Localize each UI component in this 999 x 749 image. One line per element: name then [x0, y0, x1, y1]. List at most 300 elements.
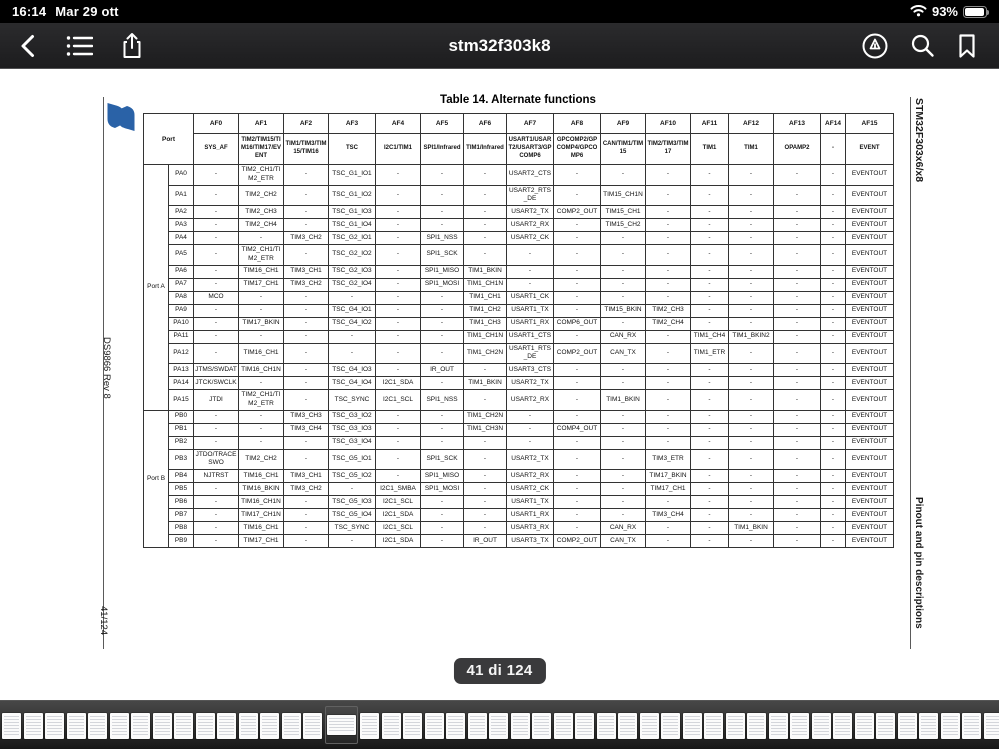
af-value-cell: TSC_G5_IO1	[329, 449, 376, 470]
thumbnail[interactable]	[855, 713, 874, 739]
af-value-cell: TSC_G5_IO2	[329, 470, 376, 483]
af-value-cell: TSC_G4_IO3	[329, 364, 376, 377]
af-value-cell: -	[239, 436, 284, 449]
af-value-cell: -	[284, 436, 329, 449]
table-row	[144, 343, 894, 364]
af-value-cell: -	[601, 165, 646, 186]
af-value-cell: -	[376, 470, 421, 483]
af-value-cell: TSC_G2_IO3	[329, 265, 376, 278]
af-value-cell: -	[239, 304, 284, 317]
af-value-cell: -	[239, 423, 284, 436]
af-value-cell: -	[194, 245, 239, 266]
thumbnail[interactable]	[196, 713, 215, 739]
af-value-cell: -	[821, 185, 846, 206]
af-value-cell: -	[284, 304, 329, 317]
thumbnail[interactable]	[24, 713, 43, 739]
table-row	[144, 377, 894, 390]
pin-name-cell: PB7	[169, 509, 194, 522]
af-value-cell: TIM3_CH2	[284, 232, 329, 245]
thumbnail[interactable]	[833, 713, 852, 739]
af-value-cell: USART2_CK	[507, 232, 554, 245]
af-value-cell: -	[774, 206, 821, 219]
clock: 16:14	[12, 4, 47, 19]
pin-name-cell: PA11	[169, 330, 194, 343]
af-value-cell: -	[376, 343, 421, 364]
af-value-cell: -	[554, 291, 601, 304]
af-value-cell: -	[464, 449, 507, 470]
bookmark-icon[interactable]	[957, 33, 977, 59]
af-value-cell: TIM16_BKIN	[239, 483, 284, 496]
af-value-cell: -	[554, 449, 601, 470]
af-value-cell: -	[821, 377, 846, 390]
table-row	[144, 165, 894, 186]
af-value-cell: -	[601, 509, 646, 522]
af-value-cell: -	[821, 219, 846, 232]
contents-icon[interactable]	[66, 34, 93, 58]
af-value-cell: TIM16_CH1	[239, 343, 284, 364]
af-value-cell: -	[464, 165, 507, 186]
af-column-header: AF13	[774, 114, 821, 134]
af-value-cell: USART1_TX	[507, 496, 554, 509]
thumbnail-selected[interactable]	[325, 706, 358, 744]
af-value-cell: SPI1_SCK	[421, 449, 464, 470]
thumbnail[interactable]	[45, 713, 64, 739]
af-value-cell: -	[774, 232, 821, 245]
af-value-cell: -	[239, 377, 284, 390]
af-value-cell: TIM1_BKIN	[464, 377, 507, 390]
af-value-cell: -	[376, 185, 421, 206]
af-value-cell: TIM17_CH1	[239, 278, 284, 291]
af-value-cell: -	[464, 390, 507, 411]
af-value-cell: -	[194, 535, 239, 548]
af-value-cell: -	[821, 245, 846, 266]
af-value-cell: -	[691, 483, 729, 496]
af-value-cell: USART1_TX	[507, 304, 554, 317]
thumbnail[interactable]	[984, 713, 999, 739]
document-title: stm32f303k8	[448, 35, 551, 55]
page-indicator-badge: 41 di 124	[453, 658, 545, 684]
table-row	[144, 496, 894, 509]
pin-name-cell: PB8	[169, 522, 194, 535]
af-value-cell: USART2_TX	[507, 449, 554, 470]
date: Mar 29 ott	[55, 4, 119, 19]
pin-name-cell: PA3	[169, 219, 194, 232]
af-value-cell: -	[691, 390, 729, 411]
af-value-cell: TIM2_CH2	[239, 185, 284, 206]
af-value-cell: -	[284, 449, 329, 470]
af-value-cell: EVENTOUT	[846, 330, 894, 343]
af-value-cell: USART2_CK	[507, 483, 554, 496]
doc-reference-label: DS9866 Rev 8	[101, 337, 112, 399]
pin-name-cell: PA7	[169, 278, 194, 291]
table-row	[144, 317, 894, 330]
af-value-cell: -	[464, 364, 507, 377]
thumbnail[interactable]	[876, 713, 895, 739]
af-value-cell: JTCK/SWCLK	[194, 377, 239, 390]
thumbnail[interactable]	[131, 713, 150, 739]
af-value-cell: -	[194, 330, 239, 343]
thumbnail[interactable]	[174, 713, 193, 739]
thumbnail[interactable]	[153, 713, 172, 739]
thumbnail[interactable]	[726, 713, 745, 739]
af-value-cell: -	[646, 278, 691, 291]
af-column-subheader: SPI1/Infrared	[421, 134, 464, 165]
af-value-cell: -	[691, 245, 729, 266]
af-value-cell: -	[329, 343, 376, 364]
thumbnail[interactable]	[919, 713, 938, 739]
pin-name-cell: PB1	[169, 423, 194, 436]
af-value-cell: -	[284, 364, 329, 377]
af-value-cell: -	[821, 390, 846, 411]
af-value-cell: USART2_CTS	[507, 165, 554, 186]
af-value-cell: -	[464, 206, 507, 219]
pin-name-cell: PB0	[169, 410, 194, 423]
af-value-cell: -	[554, 265, 601, 278]
thumbnail[interactable]	[217, 713, 236, 739]
thumbnail[interactable]	[360, 713, 379, 739]
pin-name-cell: PA5	[169, 245, 194, 266]
af-value-cell: -	[507, 265, 554, 278]
thumbnail[interactable]	[403, 713, 422, 739]
back-icon[interactable]	[17, 33, 39, 59]
af-column-header: AF9	[601, 114, 646, 134]
af-value-cell: IR_OUT	[464, 535, 507, 548]
af-value-cell: USART1_CK	[507, 291, 554, 304]
af-column-subheader: EVENT	[846, 134, 894, 165]
af-value-cell: EVENTOUT	[846, 232, 894, 245]
af-value-cell: -	[421, 410, 464, 423]
af-value-cell: -	[421, 330, 464, 343]
markup-icon[interactable]	[862, 33, 888, 59]
thumbnail[interactable]	[532, 713, 551, 739]
af-value-cell: TIM17_BKIN	[646, 470, 691, 483]
af-column-header: AF0	[194, 114, 239, 134]
af-value-cell: EVENTOUT	[846, 165, 894, 186]
thumbnail-strip	[0, 700, 999, 749]
af-value-cell: -	[554, 185, 601, 206]
af-value-cell: EVENTOUT	[846, 343, 894, 364]
af-value-cell: -	[729, 165, 774, 186]
port-group-label: Port A	[144, 165, 169, 411]
af-value-cell: EVENTOUT	[846, 410, 894, 423]
af-value-cell: -	[554, 219, 601, 232]
af-value-cell: EVENTOUT	[846, 219, 894, 232]
af-value-cell: I2C1_SDA	[376, 377, 421, 390]
thumbnail[interactable]	[239, 713, 258, 739]
thumbnail[interactable]	[812, 713, 831, 739]
af-value-cell: -	[691, 185, 729, 206]
thumbnail[interactable]	[282, 713, 301, 739]
af-value-cell: TIM3_ETR	[646, 449, 691, 470]
pin-name-cell: PA4	[169, 232, 194, 245]
af-value-cell: I2C1_SDA	[376, 509, 421, 522]
af-value-cell: -	[464, 436, 507, 449]
af-value-cell: -	[194, 317, 239, 330]
af-value-cell: TIM15_CH1	[601, 206, 646, 219]
af-value-cell: TIM1_CH4	[691, 330, 729, 343]
af-value-cell: SPI1_SCK	[421, 245, 464, 266]
af-value-cell: I2C1_SMBA	[376, 483, 421, 496]
af-column-header: AF5	[421, 114, 464, 134]
af-column-subheader: TIM1	[729, 134, 774, 165]
af-value-cell: -	[464, 496, 507, 509]
af-column-subheader: CAN/TIM1/TIM15	[601, 134, 646, 165]
af-value-cell: -	[554, 245, 601, 266]
af-value-cell: -	[646, 343, 691, 364]
af-column-header: AF8	[554, 114, 601, 134]
af-column-subheader: TIM2/TIM3/TIM17	[646, 134, 691, 165]
thumbnail[interactable]	[468, 713, 487, 739]
search-icon[interactable]	[910, 33, 935, 58]
af-value-cell: EVENTOUT	[846, 509, 894, 522]
af-value-cell: -	[194, 185, 239, 206]
af-value-cell: TIM17_CH1	[646, 483, 691, 496]
table-row	[144, 470, 894, 483]
af-value-cell: -	[601, 470, 646, 483]
af-column-header: AF12	[729, 114, 774, 134]
thumbnail[interactable]	[683, 713, 702, 739]
thumbnail[interactable]	[618, 713, 637, 739]
af-value-cell: TIM1_CH2	[464, 304, 507, 317]
thumbnail[interactable]	[597, 713, 616, 739]
af-value-cell: -	[284, 390, 329, 411]
af-value-cell: -	[464, 232, 507, 245]
af-value-cell: COMP6_OUT	[554, 317, 601, 330]
af-value-cell: TIM17_CH1	[239, 535, 284, 548]
af-value-cell: -	[691, 449, 729, 470]
thumbnail[interactable]	[303, 713, 322, 739]
af-value-cell: -	[646, 364, 691, 377]
thumbnail[interactable]	[446, 713, 465, 739]
alternate-functions-table-wrap	[143, 113, 894, 548]
table-row	[144, 185, 894, 206]
table-row	[144, 245, 894, 266]
af-value-cell: JTDO/TRACESWO	[194, 449, 239, 470]
af-value-cell: -	[729, 496, 774, 509]
thumbnail[interactable]	[575, 713, 594, 739]
af-value-cell: CAN_RX	[601, 522, 646, 535]
af-value-cell: TIM16_CH1N	[239, 364, 284, 377]
port-column-header: Port	[144, 114, 194, 165]
af-value-cell: EVENTOUT	[846, 185, 894, 206]
af-value-cell: TIM16_CH1	[239, 265, 284, 278]
af-value-cell: -	[194, 265, 239, 278]
thumbnail[interactable]	[511, 713, 530, 739]
af-value-cell: -	[601, 364, 646, 377]
thumbnail[interactable]	[425, 713, 444, 739]
thumbnail[interactable]	[704, 713, 723, 739]
af-value-cell: -	[821, 232, 846, 245]
af-value-cell: -	[376, 265, 421, 278]
af-column-header: AF10	[646, 114, 691, 134]
af-column-subheader: TIM1/Infrared	[464, 134, 507, 165]
af-value-cell: -	[421, 165, 464, 186]
table-row	[144, 206, 894, 219]
af-value-cell: EVENTOUT	[846, 364, 894, 377]
thumbnail[interactable]	[640, 713, 659, 739]
af-value-cell: USART2_RX	[507, 219, 554, 232]
af-value-cell: -	[601, 436, 646, 449]
thumbnail[interactable]	[769, 713, 788, 739]
af-value-cell: -	[729, 470, 774, 483]
thumbnail[interactable]	[898, 713, 917, 739]
af-value-cell: -	[554, 390, 601, 411]
af-value-cell: TIM1_CH3	[464, 317, 507, 330]
thumbnail[interactable]	[747, 713, 766, 739]
af-value-cell: EVENTOUT	[846, 483, 894, 496]
af-value-cell: -	[774, 304, 821, 317]
thumbnail[interactable]	[2, 713, 21, 739]
table-row	[144, 509, 894, 522]
thumbnail[interactable]	[88, 713, 107, 739]
af-value-cell: -	[421, 206, 464, 219]
af-value-cell: -	[729, 364, 774, 377]
thumbnail[interactable]	[554, 713, 573, 739]
page-reference-label: 41/124	[98, 606, 109, 636]
nav-bar	[0, 23, 999, 69]
af-value-cell: USART1_RX	[507, 509, 554, 522]
table-row	[144, 364, 894, 377]
af-value-cell: -	[284, 330, 329, 343]
af-value-cell: USART2_TX	[507, 206, 554, 219]
af-value-cell: -	[601, 291, 646, 304]
thumbnail[interactable]	[962, 713, 981, 739]
pin-name-cell: PB4	[169, 470, 194, 483]
af-value-cell: -	[376, 449, 421, 470]
af-value-cell: -	[646, 377, 691, 390]
af-value-cell: -	[284, 509, 329, 522]
right-margin-rule	[910, 97, 911, 649]
af-value-cell: -	[646, 522, 691, 535]
table-row	[144, 278, 894, 291]
af-column-subheader: GPCOMP2/GPCOMP4/GPCOMP6	[554, 134, 601, 165]
af-value-cell: -	[554, 470, 601, 483]
table-row	[144, 330, 894, 343]
af-value-cell: -	[691, 206, 729, 219]
af-column-header: AF2	[284, 114, 329, 134]
af-value-cell: TIM15_BKIN	[601, 304, 646, 317]
af-value-cell: TSC_G3_IO3	[329, 423, 376, 436]
af-value-cell: -	[421, 291, 464, 304]
af-value-cell: -	[691, 317, 729, 330]
af-value-cell: -	[691, 291, 729, 304]
af-value-cell: -	[464, 483, 507, 496]
af-value-cell: -	[691, 364, 729, 377]
af-value-cell: -	[729, 304, 774, 317]
af-value-cell: -	[729, 317, 774, 330]
af-value-cell: -	[774, 522, 821, 535]
af-value-cell: SPI1_MISO	[421, 265, 464, 278]
thumbnail[interactable]	[790, 713, 809, 739]
af-value-cell: -	[646, 206, 691, 219]
table-row	[144, 390, 894, 411]
af-value-cell: TIM2_CH4	[646, 317, 691, 330]
thumbnail[interactable]	[382, 713, 401, 739]
af-value-cell: EVENTOUT	[846, 291, 894, 304]
thumbnail[interactable]	[110, 713, 129, 739]
thumbnail[interactable]	[260, 713, 279, 739]
af-value-cell: -	[194, 219, 239, 232]
af-value-cell: -	[329, 483, 376, 496]
af-value-cell: -	[729, 185, 774, 206]
af-value-cell: -	[774, 535, 821, 548]
af-value-cell: -	[821, 470, 846, 483]
af-value-cell: -	[646, 165, 691, 186]
af-column-subheader: -	[821, 134, 846, 165]
pin-name-cell: PA10	[169, 317, 194, 330]
af-value-cell: -	[601, 278, 646, 291]
thumbnail[interactable]	[661, 713, 680, 739]
af-column-subheader: I2C1/TIM1	[376, 134, 421, 165]
share-icon[interactable]	[120, 32, 144, 60]
af-value-cell: EVENTOUT	[846, 423, 894, 436]
af-value-cell: TIM3_CH1	[284, 265, 329, 278]
thumbnail[interactable]	[67, 713, 86, 739]
af-value-cell: TSC_G3_IO4	[329, 436, 376, 449]
af-value-cell: -	[691, 304, 729, 317]
af-value-cell: -	[601, 483, 646, 496]
af-value-cell: CAN_TX	[601, 343, 646, 364]
pin-name-cell: PA13	[169, 364, 194, 377]
af-column-subheader: TIM1	[691, 134, 729, 165]
af-value-cell: -	[554, 330, 601, 343]
af-value-cell: -	[729, 449, 774, 470]
af-value-cell: -	[691, 522, 729, 535]
af-value-cell: -	[554, 436, 601, 449]
af-value-cell: -	[194, 278, 239, 291]
af-value-cell: TIM3_CH4	[646, 509, 691, 522]
af-value-cell: EVENTOUT	[846, 390, 894, 411]
af-value-cell: -	[376, 364, 421, 377]
af-value-cell: -	[376, 278, 421, 291]
af-value-cell: -	[774, 265, 821, 278]
thumbnail[interactable]	[941, 713, 960, 739]
af-value-cell: TIM1_CH2N	[464, 343, 507, 364]
pdf-page[interactable]	[0, 69, 999, 700]
af-value-cell: USART1_CTS	[507, 330, 554, 343]
af-value-cell: USART1_RX	[507, 317, 554, 330]
af-value-cell: -	[646, 390, 691, 411]
af-value-cell: -	[554, 509, 601, 522]
af-value-cell: -	[284, 522, 329, 535]
af-value-cell: -	[376, 206, 421, 219]
af-value-cell: -	[601, 232, 646, 245]
af-value-cell: -	[376, 165, 421, 186]
af-value-cell: EVENTOUT	[846, 436, 894, 449]
battery-icon	[963, 6, 987, 18]
af-value-cell: -	[821, 291, 846, 304]
af-value-cell: TSC_SYNC	[329, 522, 376, 535]
af-column-header: AF11	[691, 114, 729, 134]
af-value-cell: USART2_RTS_DE	[507, 185, 554, 206]
af-value-cell: -	[376, 232, 421, 245]
af-column-subheader: TSC	[329, 134, 376, 165]
af-value-cell: -	[194, 509, 239, 522]
af-value-cell: -	[774, 390, 821, 411]
af-column-subheader: TIM1/TIM3/TIM15/TIM16	[284, 134, 329, 165]
af-value-cell: TSC_G1_IO2	[329, 185, 376, 206]
pin-name-cell: PB2	[169, 436, 194, 449]
af-value-cell: EVENTOUT	[846, 496, 894, 509]
af-value-cell: EVENTOUT	[846, 265, 894, 278]
af-value-cell: -	[194, 483, 239, 496]
af-value-cell: TSC_G2_IO4	[329, 278, 376, 291]
af-value-cell: -	[774, 423, 821, 436]
af-value-cell: -	[421, 535, 464, 548]
thumbnail[interactable]	[489, 713, 508, 739]
af-value-cell: -	[376, 304, 421, 317]
pin-name-cell: PB6	[169, 496, 194, 509]
